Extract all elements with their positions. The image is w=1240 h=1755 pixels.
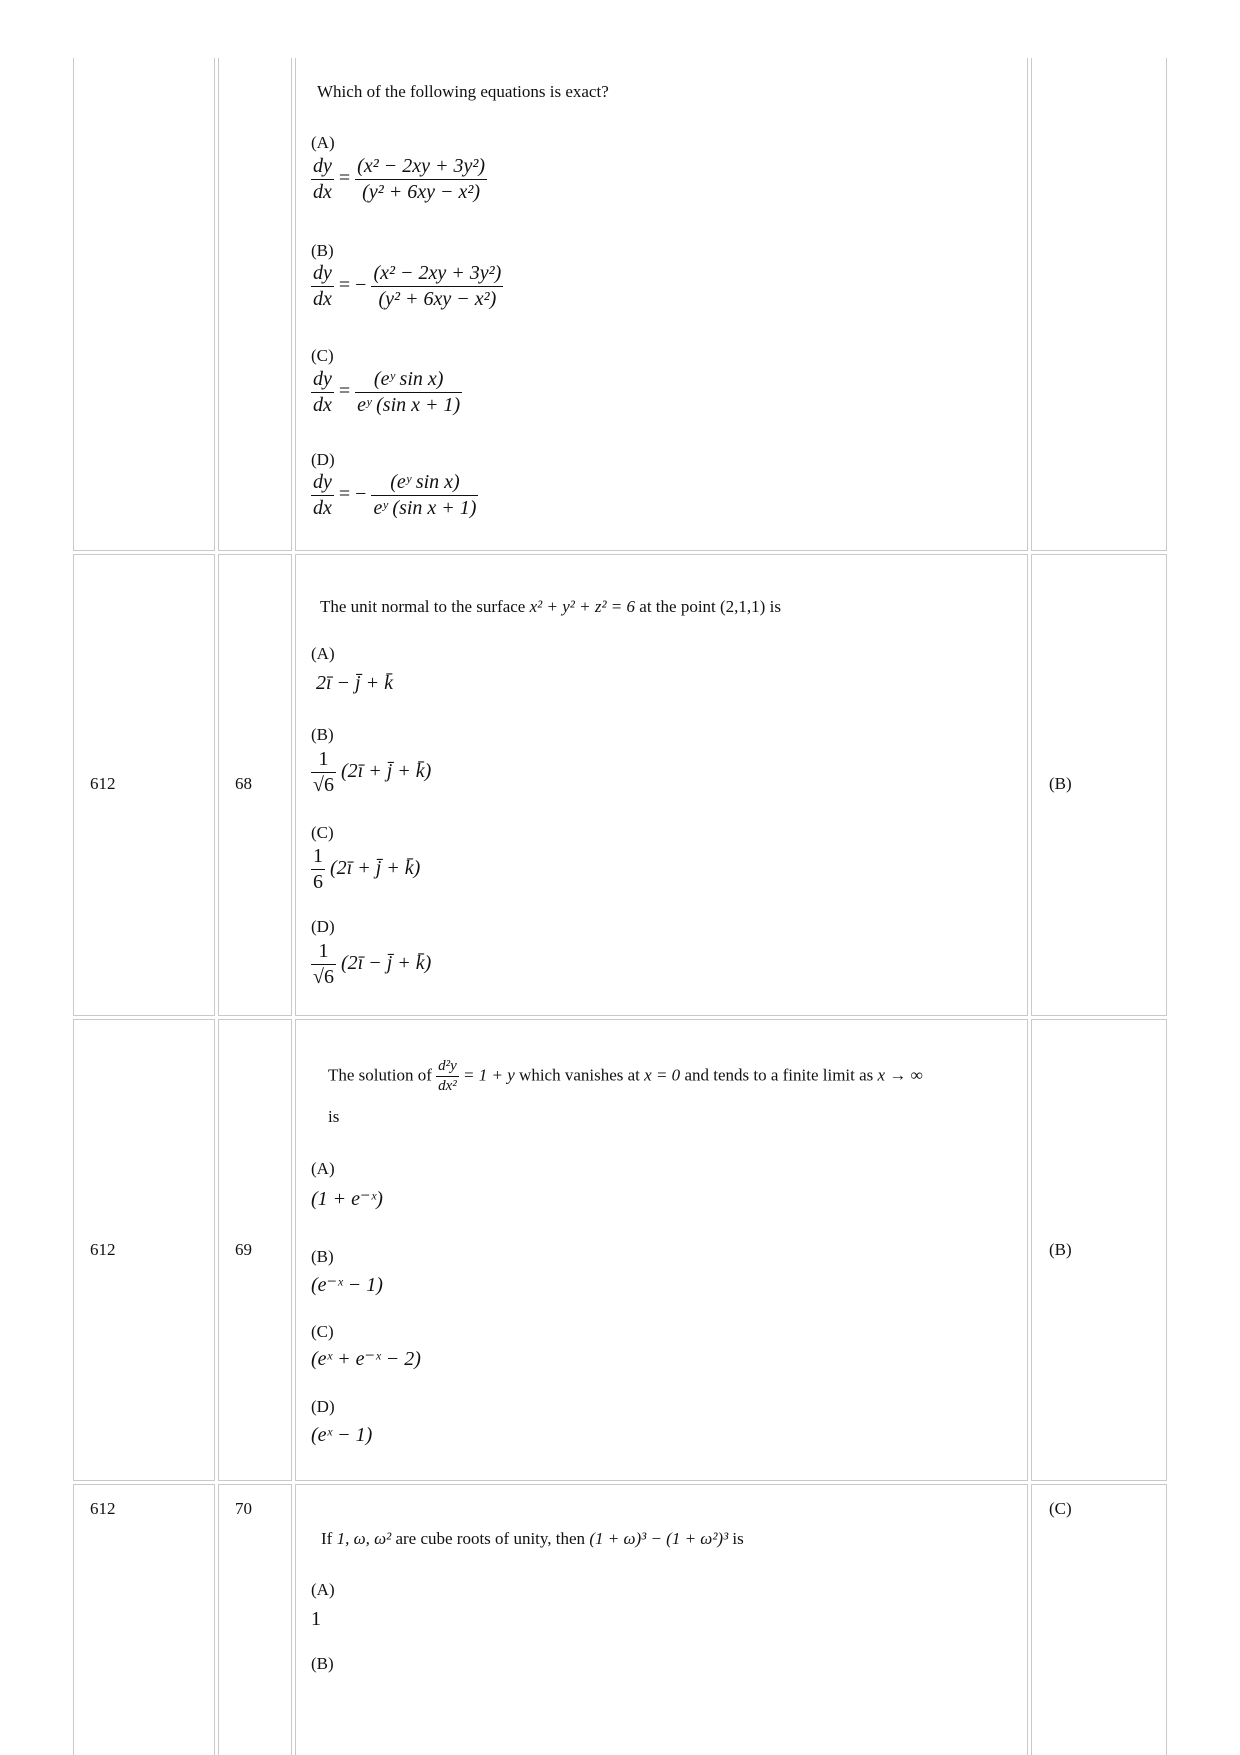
option-label: (B)	[311, 1247, 334, 1266]
option-d-vector: $\frac{1}{√6}$ (2ī − j̄ + k̄)	[313, 940, 432, 988]
question-text: If 1, ω, ω² are cube roots of unity, then (1 + ω)³ − (1 + ω²)³ is	[321, 1529, 744, 1548]
cell-question	[295, 1484, 1028, 1755]
answer-key: (B)	[1049, 1240, 1072, 1259]
option-label: (C)	[311, 346, 334, 365]
cell-answer	[1031, 1484, 1167, 1755]
option-c-expression: (eˣ + e⁻ˣ − 2)	[311, 1348, 421, 1370]
subject-code: 612	[90, 1499, 116, 1518]
option-a-equation: $\frac{dy}{dx}$ = $\frac{\text{(x² − 2xy + 3y²)}}{\text{(y² + 6xy − x²)}}$	[313, 155, 485, 203]
question-text: Which of the following equations is exact?	[317, 82, 609, 101]
cell-answer	[1031, 58, 1167, 551]
option-c-vector: $\frac{1}{6}$ (2ī + j̄ + k̄)	[313, 845, 421, 893]
cell-question-no	[218, 58, 292, 551]
question-text-cont: is	[328, 1107, 340, 1126]
option-a-value: 1	[311, 1608, 321, 1630]
option-label: (A)	[311, 1159, 335, 1178]
cell-subject-code	[73, 1484, 215, 1755]
option-b-expression: (e⁻ˣ − 1)	[311, 1274, 383, 1296]
option-a-expression: (1 + e⁻ˣ)	[311, 1188, 383, 1210]
question-number: 69	[235, 1240, 252, 1259]
option-label: (B)	[311, 241, 334, 260]
option-label: (B)	[311, 725, 334, 744]
question-number: 68	[235, 774, 252, 793]
option-label: (D)	[311, 917, 335, 936]
option-b-equation: $\frac{dy}{dx}$ = − $\frac{\text{(x² − 2xy + 3y²)}}{\text{(y² + 6xy − x²)}}$	[313, 262, 502, 310]
answer-key: (C)	[1049, 1499, 1072, 1518]
option-label: (A)	[311, 133, 335, 152]
answer-key: (B)	[1049, 774, 1072, 793]
option-label: (A)	[311, 644, 335, 663]
subject-code: 612	[90, 774, 116, 793]
option-b-vector: $\frac{1}{√6}$ (2ī + j̄ + k̄)	[313, 748, 432, 796]
cell-subject-code	[73, 58, 215, 551]
option-label: (A)	[311, 1580, 335, 1599]
cell-question-no	[218, 1484, 292, 1755]
option-label: (D)	[311, 1397, 335, 1416]
option-label: (C)	[311, 823, 334, 842]
option-a-vector: 2ī − j̄ + k̄	[316, 672, 393, 694]
subject-code: 612	[90, 1240, 116, 1259]
option-label: (D)	[311, 450, 335, 469]
cell-question-no	[218, 1019, 292, 1481]
option-label: (B)	[311, 1654, 334, 1673]
option-d-equation: $\frac{dy}{dx}$ = − $\frac{\text{(eʸ sin x)}}{\text{eʸ (sin x + 1)}}$	[313, 471, 477, 519]
question-text: The solution of $\frac{\text{d²y}}{\text{dx²}}$ = 1 + y which vanishes at x = 0 and tends to a finite limit as x → ∞	[328, 1058, 923, 1094]
option-label: (C)	[311, 1322, 334, 1341]
question-number: 70	[235, 1499, 252, 1518]
question-text: The unit normal to the surface x² + y² + z² = 6 at the point (2,1,1) is	[320, 597, 781, 616]
cell-question-no	[218, 554, 292, 1016]
option-c-equation: $\frac{dy}{dx}$ = $\frac{\text{(eʸ sin x)}}{\text{eʸ (sin x + 1)}}$	[313, 368, 461, 416]
option-d-expression: (eˣ − 1)	[311, 1424, 373, 1446]
